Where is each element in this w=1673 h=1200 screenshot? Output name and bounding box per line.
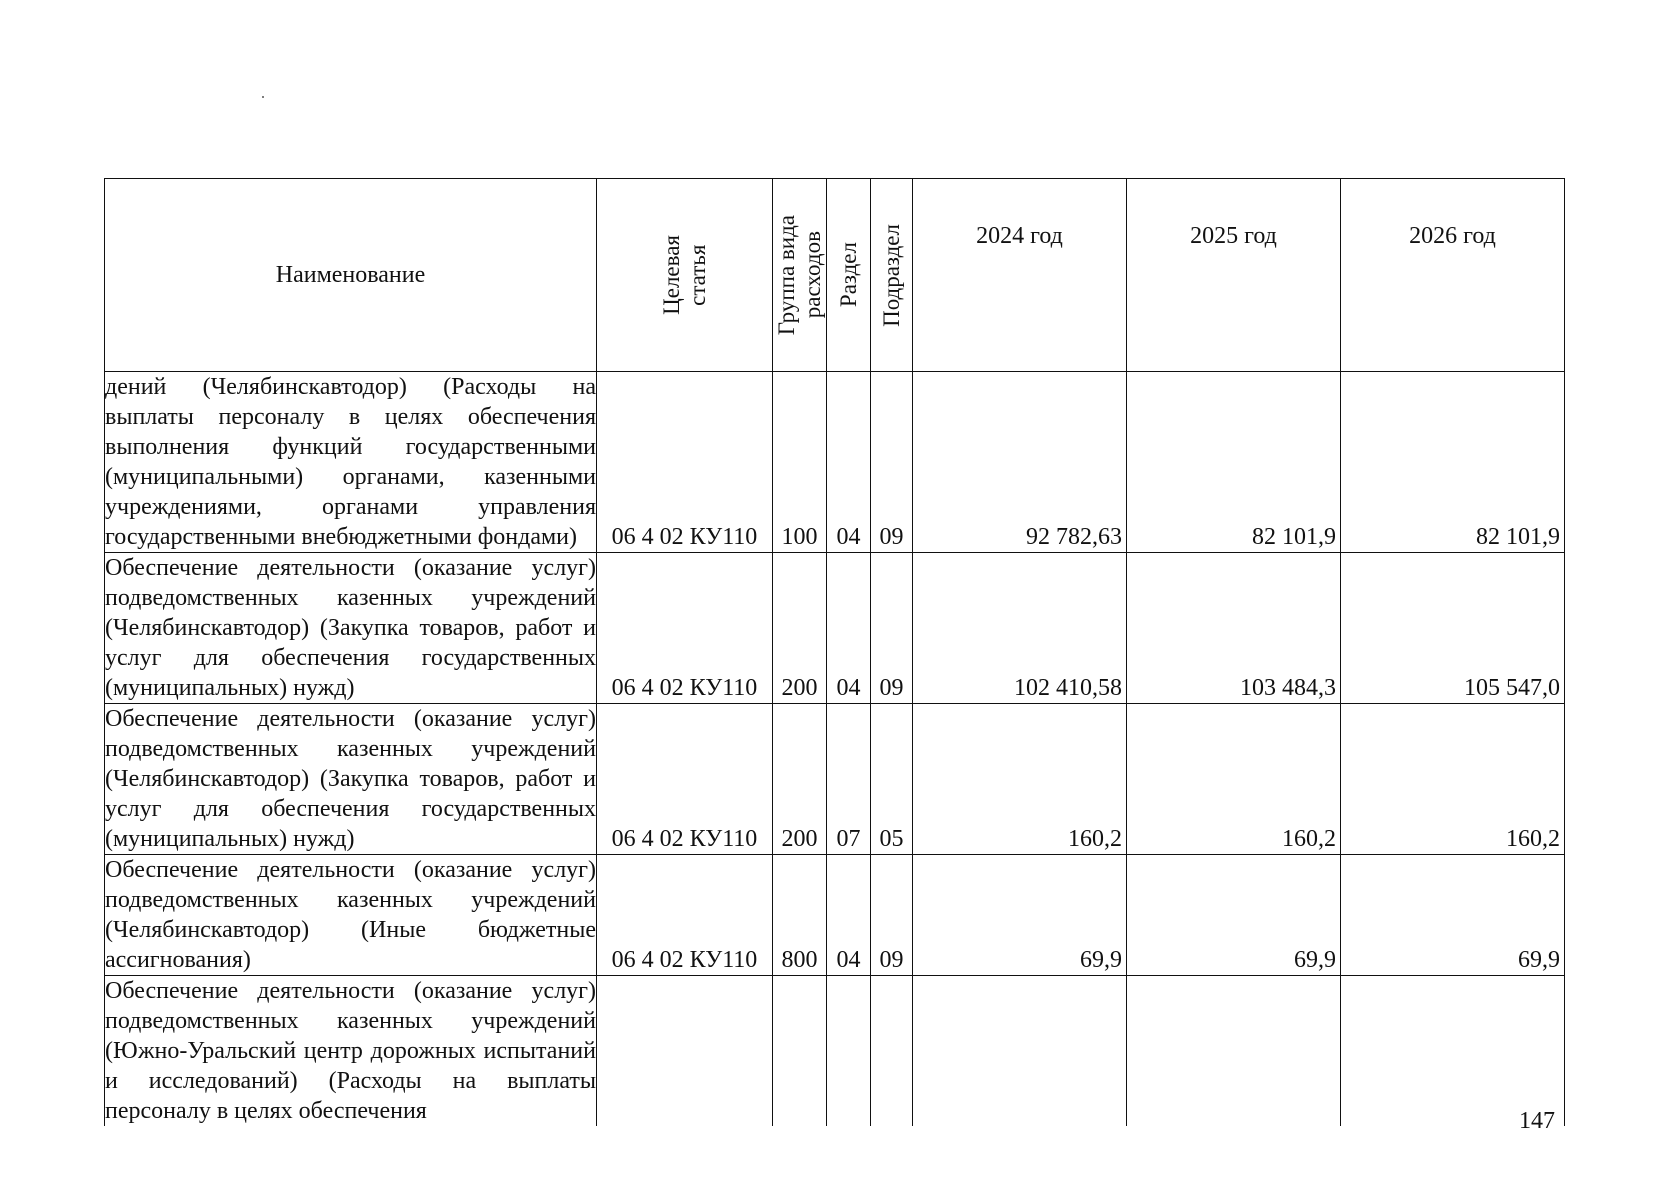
- header-group-label: Группа вида расходов: [773, 214, 825, 336]
- row-name: Обеспечение деятельности (оказание услуг) подведомственных казенных учреждений (Челябинскавтодор) (Закупка товаров, работ и услуг для обеспечения государственных (муниципальных) нужд): [105, 704, 597, 855]
- table-row: [105, 704, 1565, 855]
- header-group: [773, 179, 827, 372]
- table-row: [105, 553, 1565, 704]
- row-target: 06 4 02 КУ110: [597, 704, 773, 855]
- row-section: 07: [827, 704, 871, 855]
- row-section: 04: [827, 855, 871, 976]
- row-subsection: 09: [871, 855, 913, 976]
- header-target-label: Целевая статья: [658, 235, 710, 315]
- row-target: [597, 976, 773, 1127]
- header-section-label: Раздел: [835, 242, 861, 308]
- row-group: 800: [773, 855, 827, 976]
- header-section: [827, 179, 871, 372]
- row-group: 200: [773, 553, 827, 704]
- row-2025: 69,9: [1127, 855, 1341, 976]
- row-2025: 160,2: [1127, 704, 1341, 855]
- row-subsection: 05: [871, 704, 913, 855]
- row-group: 200: [773, 704, 827, 855]
- budget-table: [104, 178, 1565, 1126]
- row-2025: 103 484,3: [1127, 553, 1341, 704]
- table-row: [105, 976, 1565, 1127]
- row-subsection: 09: [871, 553, 913, 704]
- row-2025: 82 101,9: [1127, 372, 1341, 553]
- row-target: 06 4 02 КУ110: [597, 553, 773, 704]
- table-row: [105, 855, 1565, 976]
- page-number: 147: [1519, 1108, 1555, 1134]
- row-2026: 69,9: [1341, 855, 1565, 976]
- row-2024: [913, 976, 1127, 1127]
- row-2026: 160,2: [1341, 704, 1565, 855]
- header-2026: 2026 год: [1341, 179, 1565, 372]
- header-2025: 2025 год: [1127, 179, 1341, 372]
- row-2024: 102 410,58: [913, 553, 1127, 704]
- header-target: [597, 179, 773, 372]
- row-section: 04: [827, 372, 871, 553]
- row-subsection: [871, 976, 913, 1127]
- header-row: [105, 179, 1565, 372]
- row-target: 06 4 02 КУ110: [597, 855, 773, 976]
- row-2025: [1127, 976, 1341, 1127]
- row-2026: 105 547,0: [1341, 553, 1565, 704]
- header-2024: 2024 год: [913, 179, 1127, 372]
- row-group: 100: [773, 372, 827, 553]
- row-target: 06 4 02 КУ110: [597, 372, 773, 553]
- header-subsection: [871, 179, 913, 372]
- row-2026: 82 101,9: [1341, 372, 1565, 553]
- table-row: [105, 372, 1565, 553]
- row-subsection: 09: [871, 372, 913, 553]
- scan-speck: [262, 96, 264, 98]
- row-2024: 160,2: [913, 704, 1127, 855]
- row-2024: 92 782,63: [913, 372, 1127, 553]
- row-name: Обеспечение деятельности (оказание услуг) подведомственных казенных учреждений (Челябинскавтодор) (Закупка товаров, работ и услуг для обеспечения государственных (муниципальных) нужд): [105, 553, 597, 704]
- row-name: Обеспечение деятельности (оказание услуг) подведомственных казенных учреждений (Челябинскавтодор) (Иные бюджетные ассигнования): [105, 855, 597, 976]
- header-subsection-label: Подраздел: [878, 223, 904, 327]
- row-section: [827, 976, 871, 1127]
- row-name: дений (Челябинскавтодор) (Расходы на выплаты персоналу в целях обеспечения выполнения функций государственными (муниципальными) органами, казенными учреждениями, органами управления государственными внебюджетными фондами): [105, 372, 597, 553]
- row-section: 04: [827, 553, 871, 704]
- header-name: Наименование: [105, 179, 597, 372]
- row-2024: 69,9: [913, 855, 1127, 976]
- row-group: [773, 976, 827, 1127]
- row-name: Обеспечение деятельности (оказание услуг) подведомственных казенных учреждений (Южно-Уральский центр дорожных испытаний и исследований) (Расходы на выплаты персоналу в целях обеспечения: [105, 976, 597, 1127]
- row-2026: [1341, 976, 1565, 1127]
